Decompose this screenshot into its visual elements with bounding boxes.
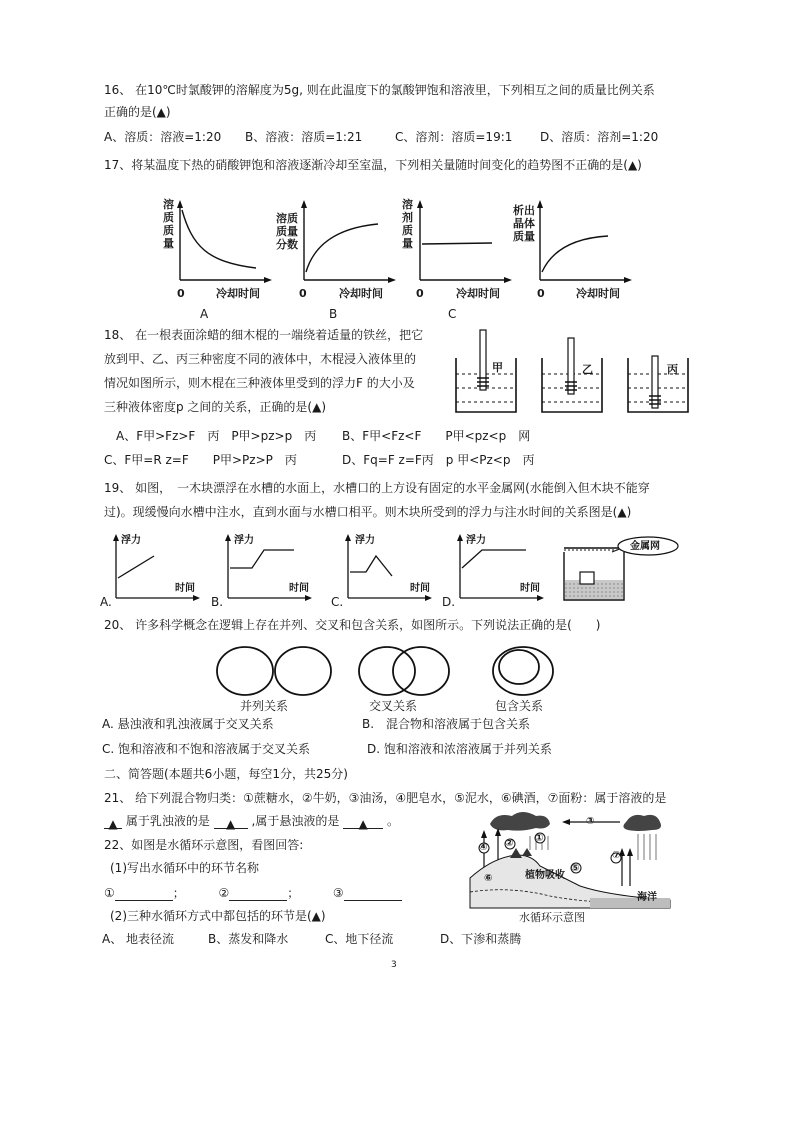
q19-net-label: 金属网: [630, 541, 660, 552]
q22-option-b: B、蒸发和降水: [208, 932, 289, 946]
q22-option-c: C、地下径流: [325, 932, 394, 946]
q22-stem: 22、如图是水循环示意图，看图回答:: [104, 838, 304, 852]
q22-blank-2-label: ②: [218, 886, 230, 900]
q18-stem-line3: 情况如图所示，则木棍在三种液体里受到的浮力F 的大小及: [104, 376, 415, 390]
q22-blank-3[interactable]: [344, 888, 402, 901]
q19-graph-b-xlabel: 时间: [289, 583, 309, 594]
water-cycle-label-7: ⑦: [612, 850, 621, 861]
q18-option-a: A、F甲>Fz>F 丙 P甲>pz>p 丙: [116, 429, 317, 443]
q16-option-a: A、溶质：溶液=1:20: [104, 130, 222, 144]
q16-stem-line1: 16、 在10℃时氯酸钾的溶解度为5g, 则在此温度下的氯酸钾饱和溶液里，下列相互之间的质量比例关系: [104, 83, 655, 97]
q22-sep-2: ；: [287, 886, 300, 900]
water-cycle-label-4: ④: [479, 842, 488, 853]
q17-graph-a-letter: A: [200, 307, 209, 321]
q17-graph-d: [536, 200, 636, 290]
q22-sep-1: ；: [172, 886, 185, 900]
water-cycle-label-2: ②: [505, 838, 514, 849]
q18-stem-line1: 18、 在一根表面涂蜡的细木棍的一端绕着适量的铁丝，把它: [104, 328, 424, 342]
q19-graph-c-xlabel: 时间: [410, 583, 430, 594]
q20-label-contain: 包含关系: [495, 699, 544, 713]
q17-graph-b-letter: B: [329, 307, 338, 321]
beaker-yi: [542, 338, 602, 412]
q19-graph-a-letter: A.: [100, 595, 112, 609]
water-cycle-caption: 水循环示意图: [519, 911, 585, 924]
q18-option-d: D、Fq=F z=F丙 p 甲<Pz<p 丙: [342, 453, 535, 467]
q22-blank-2[interactable]: [229, 888, 287, 901]
beaker-label-yi: 乙: [582, 363, 593, 376]
q20-relation-diagrams: [215, 643, 560, 701]
q17-graph-d-origin: 0: [537, 287, 545, 300]
q20-stem: 20、 许多科学概念在逻辑上存在并列、交叉和包含关系，如图所示。下列说法正确的是( ): [104, 618, 601, 632]
q16-option-c: C、溶剂：溶质=19:1: [395, 130, 513, 144]
water-cycle-label-3: ③: [586, 816, 595, 827]
q16-option-b: B、溶液：溶质=1:21: [245, 130, 363, 144]
q21-blank-suspension[interactable]: ▲: [343, 816, 383, 829]
q17-graph-d-ylabel: 析出晶体质量: [513, 204, 535, 243]
beaker-label-jia: 甲: [492, 361, 503, 374]
q21-text-emulsion: 属于乳浊液的是: [125, 814, 210, 828]
q21-text-suspension: ,属于悬浊液的是: [251, 814, 340, 828]
q19-tank-figure: [562, 538, 682, 604]
water-cycle-label-1: ①: [535, 833, 544, 844]
q16-option-d: D、溶质：溶剂=1:20: [540, 130, 659, 144]
q19-stem-line2: 过)。现缓慢向水槽中注水，直到水面与水槽口相平。则木块所受到的浮力与注水时间的关系图是(▲): [104, 505, 632, 519]
water-cycle-label-absorb: 植物吸收: [525, 870, 565, 881]
beaker-jia: [456, 330, 516, 412]
q17-graph-c-xlabel: 冷却时间: [456, 287, 500, 300]
q19-graph-a-ylabel: 浮力: [121, 535, 141, 546]
q17-graph-a: [176, 200, 276, 290]
q19-stem-line1: 19、 如图， 一木块漂浮在水槽的水面上，水槽口的上方设有固定的水平金属网(水能倒入但木块不能穿: [104, 481, 650, 495]
q17-graph-c-ylabel: 溶剂质量: [402, 198, 413, 250]
q22-blank-3-label: ③: [332, 886, 344, 900]
q22-sub1: (1)写出水循环中的环节名称: [110, 861, 259, 875]
q17-graph-d-xlabel: 冷却时间: [576, 287, 620, 300]
q17-graph-c: [416, 200, 516, 290]
q19-graph-b-letter: B.: [211, 595, 224, 609]
q19-graph-d-xlabel: 时间: [520, 583, 540, 594]
q21-blank-emulsion[interactable]: ▲: [214, 816, 248, 829]
q18-stem-line4: 三种液体密度p 之间的关系，正确的是(▲): [104, 400, 327, 414]
page-number: 3: [391, 960, 397, 970]
q18-option-c: C、F甲=R z=F P甲>Pz>P 丙: [104, 453, 297, 467]
q17-graph-a-ylabel: 溶质质量: [163, 198, 174, 250]
q19-graph-c-letter: C.: [331, 595, 344, 609]
q18-option-b: B、F甲<Fz<F P甲<pz<p 网: [342, 429, 531, 443]
q19-graph-d-letter: D.: [442, 595, 456, 609]
q19-graph-c-ylabel: 浮力: [355, 535, 375, 546]
q19-graph-d-ylabel: 浮力: [466, 535, 486, 546]
q17-graph-a-xlabel: 冷却时间: [216, 287, 260, 300]
q17-graph-c-letter: C: [448, 307, 457, 321]
q22-blank-1-label: ①: [104, 886, 115, 900]
q22-blank-1[interactable]: [115, 888, 173, 901]
q21-end: 。: [386, 814, 399, 828]
q20-option-a: A. 悬浊液和乳浊液属于交叉关系: [102, 717, 274, 731]
q17-graph-c-origin: 0: [416, 287, 424, 300]
q20-label-intersect: 交叉关系: [369, 699, 418, 713]
q18-stem-line2: 放到甲、乙、丙三种密度不同的液体中，木棍浸入液体里的: [104, 352, 417, 366]
beaker-label-bing: 丙: [667, 363, 678, 376]
section-heading: 二、简答题(本题共6小题，每空1分，共25分): [104, 767, 348, 781]
q17-stem: 17、将某温度下热的硝酸钾饱和溶液逐渐冷却至室温，下列相关量随时间变化的趋势图不正确的是(▲): [104, 158, 642, 172]
q20-option-b: B. 混合物和溶液属于包含关系: [362, 717, 531, 731]
q21-stem: 21、 给下列混合物归类：①蔗糖水，②牛奶，③油汤，④肥皂水，⑤泥水，⑥碘酒，⑦面粉：属于溶液的是: [104, 791, 667, 805]
q22-option-d: D、下渗和蒸腾: [440, 932, 522, 946]
q22-option-a: A、 地表径流: [102, 932, 175, 946]
water-cycle-label-6: ⑥: [484, 873, 493, 884]
q17-graph-b-ylabel: 溶质质量分数: [276, 212, 298, 251]
q21-answer-line: [104, 813, 399, 829]
beaker-bing: [628, 356, 688, 412]
q17-graph-a-origin: 0: [177, 287, 185, 300]
q22-blanks-line: [104, 885, 402, 901]
q19-graph-b-ylabel: 浮力: [234, 535, 254, 546]
q17-graph-b-origin: 0: [299, 287, 307, 300]
q17-graph-b-xlabel: 冷却时间: [339, 287, 383, 300]
water-cycle-label-5: ⑤: [571, 863, 580, 874]
q16-stem-line2: 正确的是(▲): [104, 105, 171, 119]
q20-option-c: C. 饱和溶液和不饱和溶液属于交叉关系: [102, 742, 311, 756]
q17-graph-b: [300, 200, 400, 290]
water-cycle-label-ocean: 海洋: [637, 892, 657, 903]
q19-graph-a-xlabel: 时间: [175, 583, 195, 594]
q21-blank-solution[interactable]: ▲: [104, 816, 122, 829]
q18-beakers-figure: [452, 326, 692, 418]
q20-label-parallel: 并列关系: [240, 699, 289, 713]
q20-option-d: D. 饱和溶液和浓溶液属于并列关系: [367, 742, 552, 756]
q22-sub2: (2)三种水循环方式中都包括的环节是(▲): [110, 909, 326, 923]
